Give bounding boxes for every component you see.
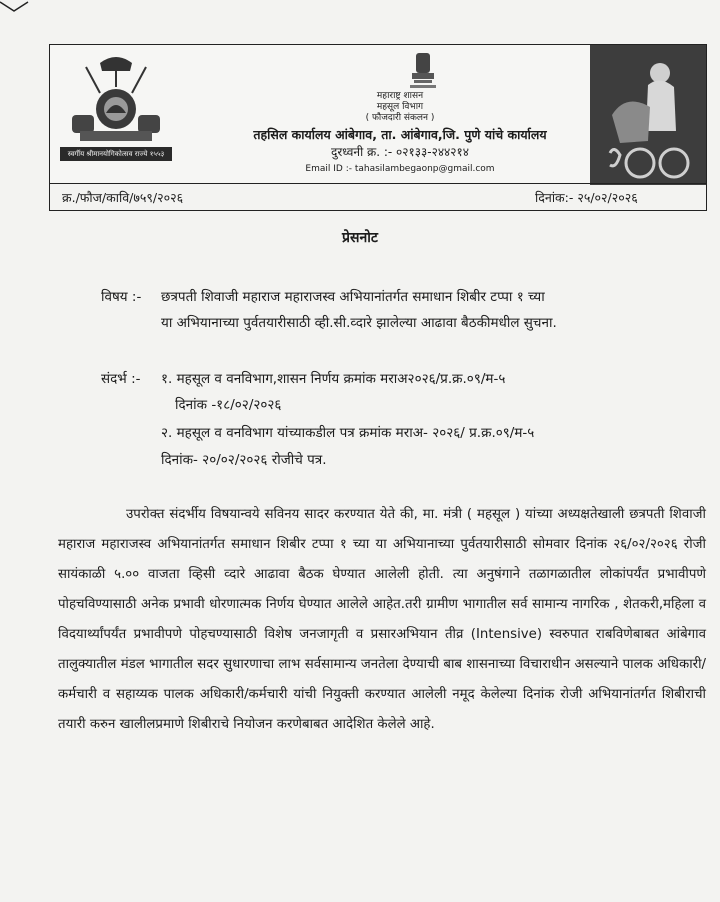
reference-item-date: दिनांक- २०/०२/२०२६ रोजीचे पत्र. <box>161 452 327 468</box>
govt-name: महाराष्ट्र शासन <box>376 91 424 101</box>
office-name: तहसिल कार्यालय आंबेगाव, ता. आंबेगाव,जि. पुणे यांचे कार्यालय <box>253 127 547 142</box>
email-address[interactable]: tahasilambegaonp@gmail.com <box>354 164 495 174</box>
corner-fold-mark <box>0 0 30 14</box>
office-email-line <box>180 161 620 177</box>
ashoka-emblem-icon <box>406 49 440 91</box>
office-phone: दुरध्वनी क्र. :- ०२१३३-२४४२१४ <box>330 145 470 159</box>
punyashlok-300-logo <box>590 45 706 185</box>
office-details <box>180 91 620 177</box>
revenue-department-emblem <box>56 53 176 179</box>
reference-item: २. महसूल व वनविभाग यांच्याकडील पत्र क्रमांक मराअ- २०२६/ प्र.क्र.०९/म-५ <box>161 425 535 441</box>
letter-date: दिनांक:- २५/०२/२०२६ <box>535 190 638 205</box>
department-name: महसूल विभाग <box>376 102 424 112</box>
email-label: Email ID :- <box>305 164 352 174</box>
subject-line-1: छत्रपती शिवाजी महाराज महाराजस्व अभियानांतर्गत समाधान शिबीर टप्पा १ च्या <box>161 289 545 305</box>
letterhead <box>49 44 707 184</box>
section-name: ( फौजदारी संकलन ) <box>365 113 435 123</box>
reference-item-date: दिनांक -१८/०२/२०२६ <box>175 397 282 413</box>
document-heading: प्रेसनोट <box>342 230 378 246</box>
emblem-caption: स्वर्गीय श्रीमानयोगिकोत्सव राज्ये १५५३ <box>60 147 172 161</box>
reference-number: क्र./फौज/कावि/७५९/२०२६ <box>62 190 184 205</box>
reference-item: १. महसूल व वनविभाग,शासन निर्णय क्रमांक मराअ२०२६/प्र.क्र.०९/म-५ <box>161 371 506 387</box>
body-text <box>58 500 706 740</box>
reference-date-bar <box>49 183 707 211</box>
subject-line-2: या अभियानाच्या पुर्वतयारीसाठी व्ही.सी.व्दारे झालेल्या आढावा बैठकीमधील सुचना. <box>161 315 557 331</box>
references-label: संदर्भ :- <box>101 371 141 387</box>
subject-label: विषय :- <box>101 289 142 305</box>
body-paragraph: उपरोक्त संदर्भीय विषयान्वये सविनय सादर करण्यात येते की, मा. मंत्री ( महसूल ) यांच्या अध्यक्षतेखाली छत्रपती शिवाजी महाराज महाराजस्व अभियानांतर्गत समाधान शिबीर टप्पा १ च्या या अभियानाच्या पुर्वतयारीसाठी सोमवार दिनांक २६/०२/२०२६ रोजी सायंकाळी ५.०० वाजता व्हिसी व्दारे आढावा बैठक घेण्यात आलेली होती. त्या अनुषंगाने तळागळातील लोकांपर्यंत प्रभावीपणे पोहचविण्यासाठी अनेक प्रभावी धोरणात्मक निर्णय घेण्यात आलेले आहेत.तरी ग्रामीण भागातील सर्व सामान्य नागरिक , शेतकरी,महिला व विदयार्थ्यांपर्यंत प्रभावीपणे पोहचण्यासाठी विशेष जनजागृती व प्रसारअभियान तीव्र (Intensive) स्वरुपात राबविणेबाबत आंबेगाव तालुक्यातील मंडल भागातील सदर सुधारणाचा लाभ सर्वसामान्य जनतेला देण्याची बाब शासनाच्या विचाराधीन असल्याने पालक अधिकारी/कर्मचारी व सहाय्यक पालक अधिकारी/कर्मचारी यांची नियुक्ती करण्यात आलेली नमूद केलेल्या दिनांक रोजी अभियानांतर्गत शिबीराची तयारी करुन खालीलप्रमाणे शिबीराचे नियोजन करणेबाबत आदेशित केलेले आहे. <box>58 507 706 732</box>
